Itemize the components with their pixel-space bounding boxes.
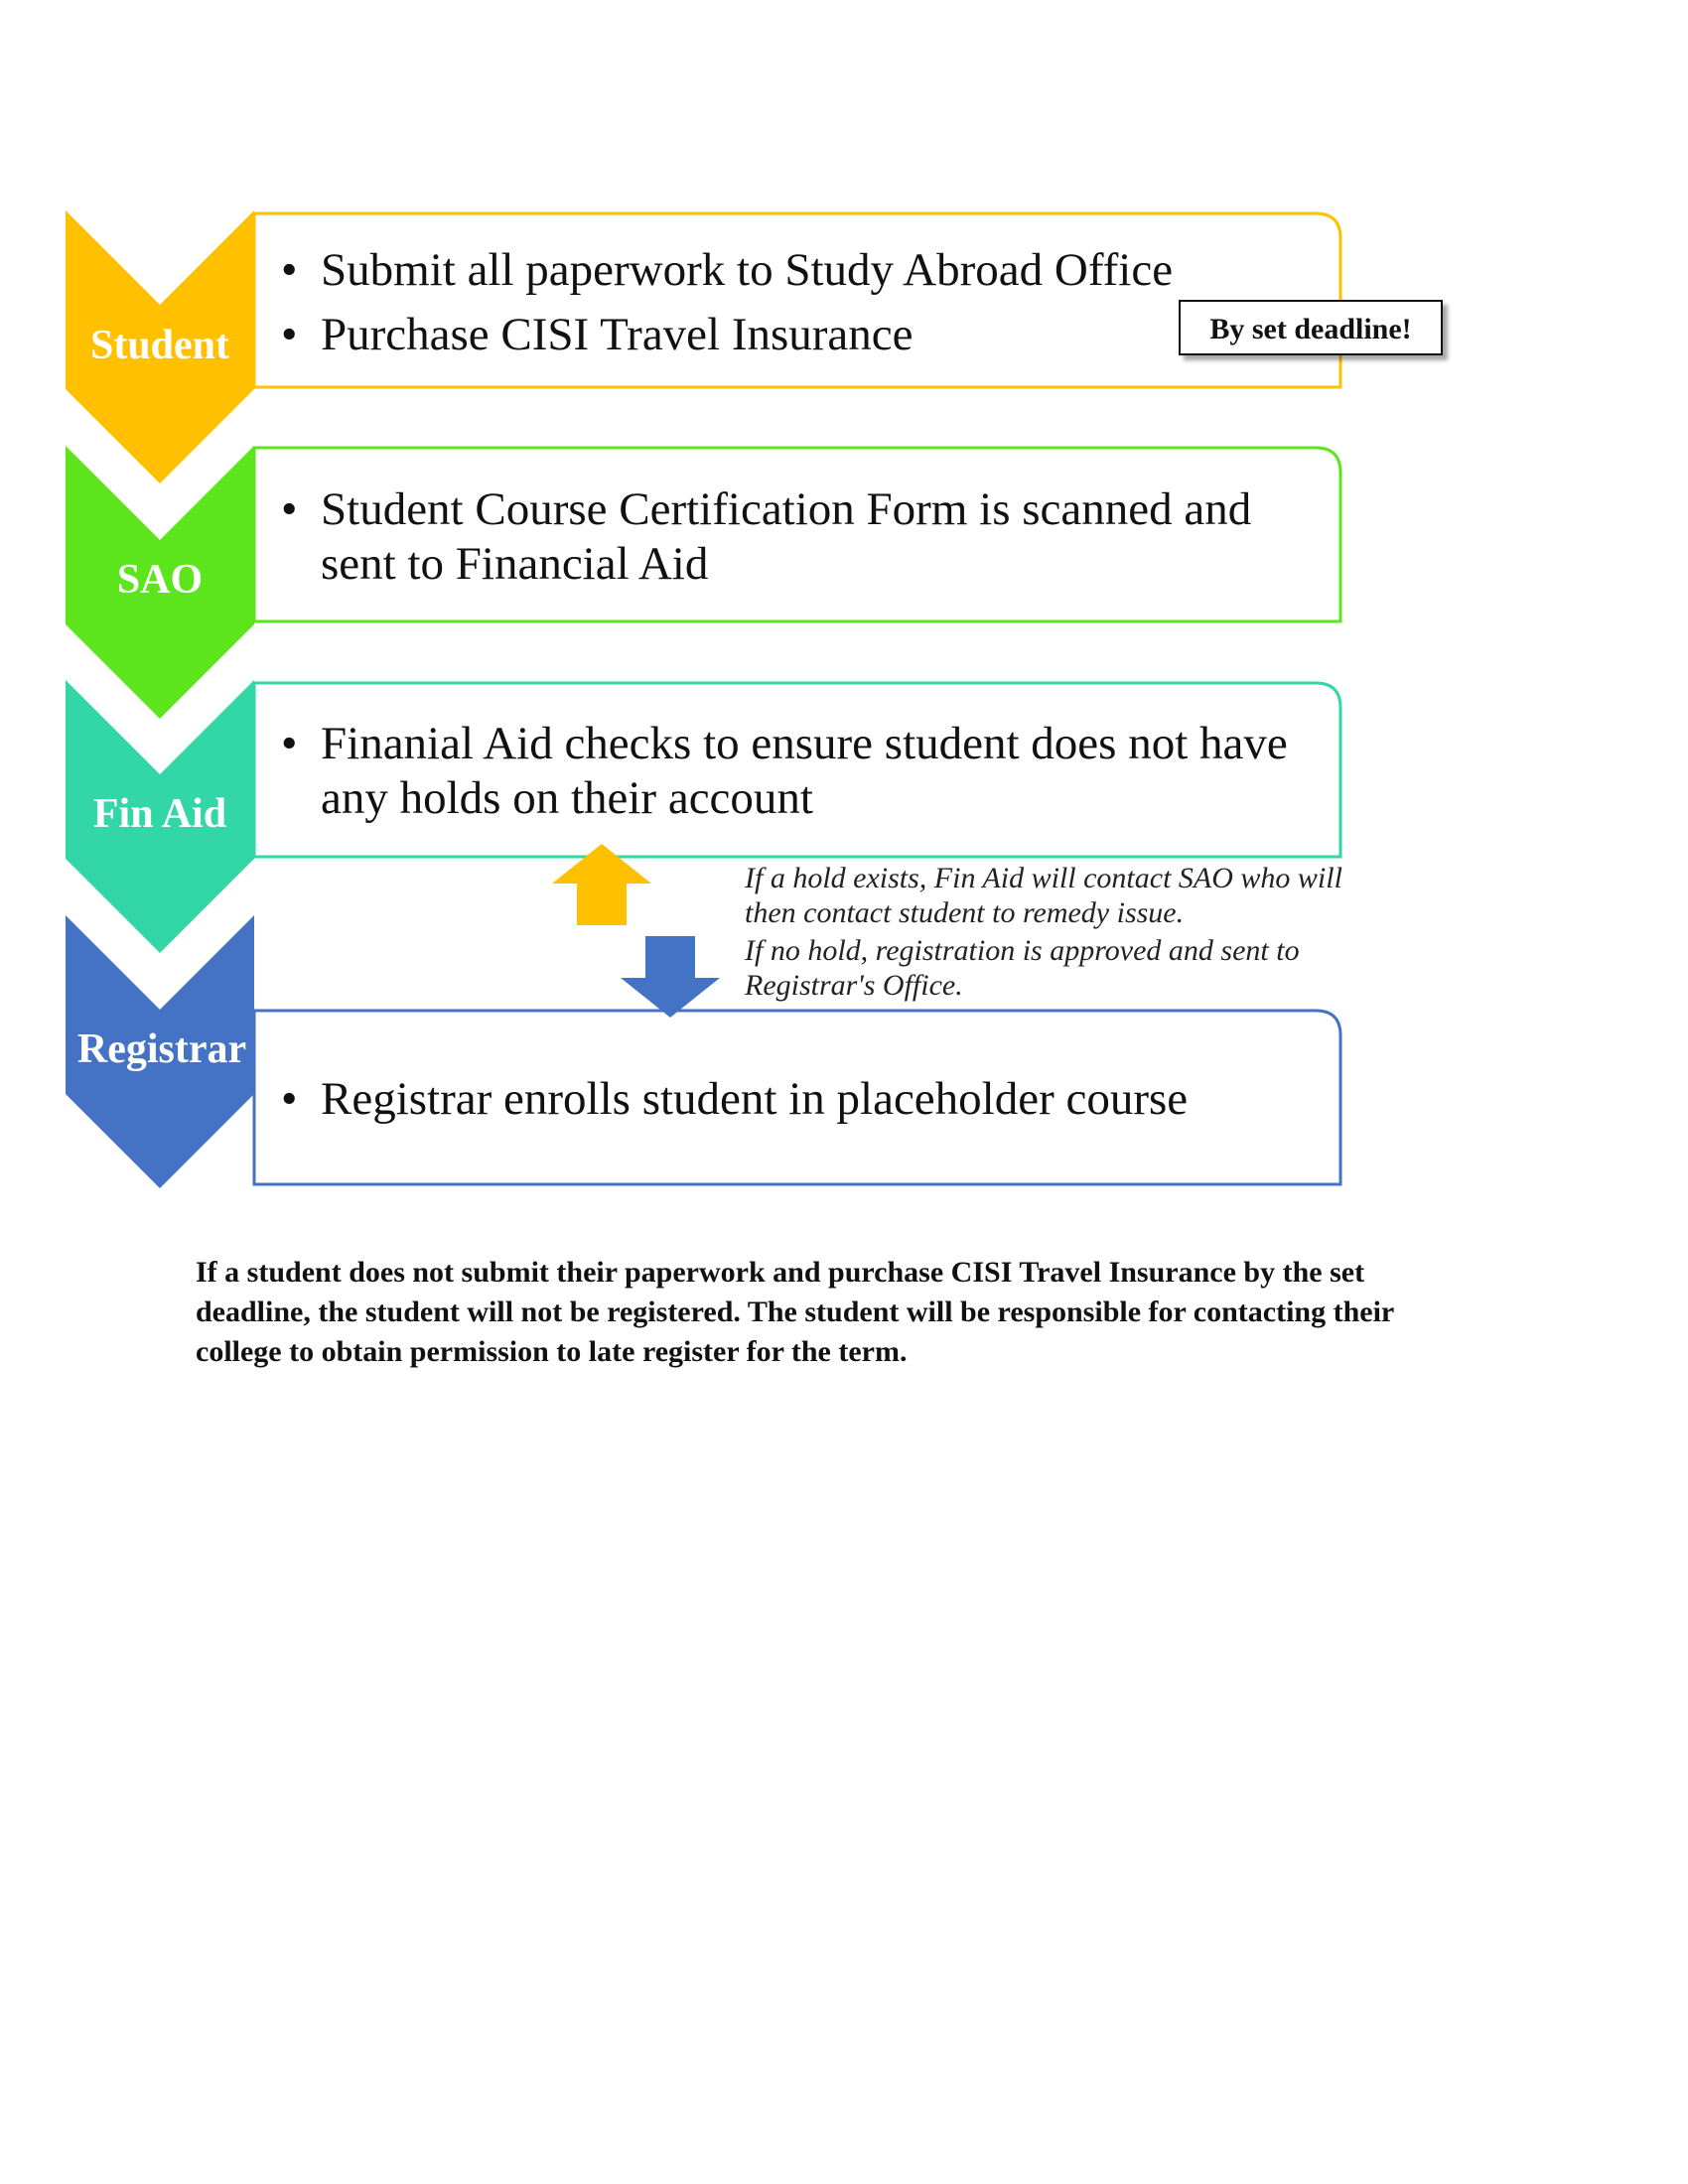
student-step-bullets (281, 243, 1314, 362)
bullet-text: Finanial Aid checks to ensure student does not have any holds on their account (321, 718, 1288, 824)
finaid-step-bullets (281, 717, 1314, 826)
registrar-step-label: Registrar (76, 1026, 247, 1072)
bullet-item (281, 717, 1314, 826)
bullet-text: Submit all paperwork to Study Abroad Office (321, 244, 1174, 296)
bullet-item (281, 243, 1314, 298)
sao-step-bullets (281, 482, 1284, 592)
no-hold-note: If no hold, registration is approved and sent to Registrar's Office. (745, 934, 1300, 1002)
registrar-step-bullets (281, 1072, 1314, 1127)
down-arrow-icon (621, 936, 720, 1018)
bullet-glyph: • (281, 309, 298, 360)
bullet-item (281, 1072, 1314, 1127)
bullet-glyph: • (281, 1073, 298, 1125)
sao-step-label: SAO (116, 557, 204, 603)
finaid-step-label: Fin Aid (92, 791, 227, 837)
student-step-label: Student (89, 323, 230, 368)
bullet-text: Registrar enrolls student in placeholder course (321, 1073, 1189, 1125)
deadline-badge: By set deadline! (1179, 300, 1443, 355)
bullet-glyph: • (281, 244, 298, 296)
hold-exists-note: If a hold exists, Fin Aid will contact SAO who will then contact student to remedy issue. (745, 862, 1342, 929)
bullet-item (281, 482, 1284, 592)
bullet-item (281, 308, 1314, 362)
bullet-text: Student Course Certification Form is scanned and sent to Financial Aid (321, 483, 1252, 590)
bullet-glyph: • (281, 718, 298, 769)
bullet-text: Purchase CISI Travel Insurance (321, 309, 914, 360)
deadline-policy-note: If a student does not submit their paperwork and purchase CISI Travel Insurance by the set deadline, the student will not be registered. The student will be responsible for contacting their college to obtain permission to late register for the term. (196, 1256, 1394, 1368)
bullet-glyph: • (281, 483, 298, 535)
